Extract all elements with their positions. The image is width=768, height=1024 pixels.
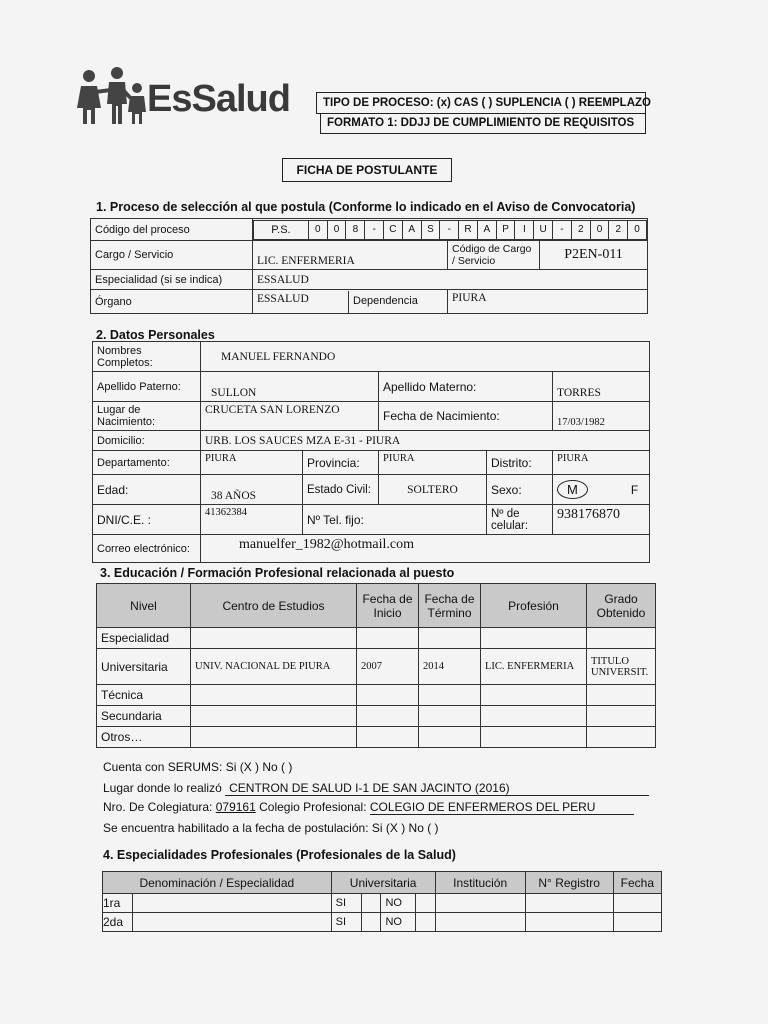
spec-header-fecha: Fecha [613,872,661,894]
logo-text: EsSalud [147,78,290,120]
codigo-char: - [440,220,459,239]
spec-header-institucion: Institución [435,872,525,894]
lugar-nac-value: CRUCETA SAN LORENZO [201,402,379,431]
habilitado-line: Se encuentra habilitado a la fecha de postulación: Si (X ) No ( ) [103,821,439,835]
edu-cell [191,706,357,727]
spec-si: SI [331,894,361,913]
edu-cell [191,727,357,748]
edu-cell [481,727,587,748]
spec-no-box [416,894,436,913]
lugar-label: Lugar donde lo realizó [103,781,222,795]
colegiatura-line [103,800,634,815]
edu-header-cell: Nivel [97,584,191,628]
ficha-title: FICHA DE POSTULANTE [282,158,452,182]
edu-cell: Otros… [97,727,191,748]
colegio-label: Colegio Profesional: [259,800,367,814]
nombres-label: Nombres Completos: [93,342,201,372]
spec-header-registro: N° Registro [525,872,613,894]
codigo-char: A [402,220,421,239]
edu-cell [587,685,656,706]
codigo-char: 0 [327,220,346,239]
codigo-label: Código del proceso [91,219,253,241]
spec-row [103,913,662,932]
spec-institucion-cell [435,913,525,932]
edu-cell [191,628,357,649]
edu-row [97,685,656,706]
spec-denominacion-cell [133,894,332,913]
spec-row-label: 2da [103,913,133,932]
colegio-value: COLEGIO DE ENFERMEROS DEL PERU [370,800,634,815]
sexo-label: Sexo: [487,475,553,505]
edad-value: 38 AÑOS [201,475,303,505]
edu-cell [419,727,481,748]
spec-fecha-cell [613,894,661,913]
edu-cell: Secundaria [97,706,191,727]
cargo-label: Cargo / Servicio [91,241,253,270]
especialidad-value: ESSALUD [253,270,648,290]
ap-materno-label: Apellido Materno: [379,372,553,402]
spec-si-box [361,894,381,913]
edu-cell: UNIV. NACIONAL DE PIURA [191,649,357,685]
organo-dependencia-cell [253,290,448,314]
estado-civil-label: Estado Civil: [303,475,379,505]
codigo-cargo-value: P2EN-011 [540,241,648,270]
essalud-logo [75,66,305,128]
edu-row [97,649,656,685]
spec-row-label: 1ra [103,894,133,913]
sexo-m-option: M [557,480,588,499]
fecha-nac-value: 17/03/1982 [553,402,650,431]
lugar-nac-label: Lugar de Nacimiento: [93,402,201,431]
codigo-char: R [459,220,478,239]
edu-cell [419,628,481,649]
section3-title: 3. Educación / Formación Profesional relacionada al puesto [100,566,455,580]
edu-cell [481,706,587,727]
family-figures-icon [75,66,147,128]
spec-si-box [361,913,381,932]
codigo-char-table [253,220,647,240]
edu-header-cell: Fecha de Término [419,584,481,628]
codigo-char: I [515,220,534,239]
spec-registro-cell [525,894,613,913]
codigo-char: S [421,220,440,239]
spec-institucion-cell [435,894,525,913]
section2-table [92,341,650,563]
edu-header-cell: Centro de Estudios [191,584,357,628]
edu-cell: Técnica [97,685,191,706]
correo-label: Correo electrónico: [93,535,201,563]
provincia-value: PIURA [379,451,487,475]
organo-label: Órgano [91,290,253,314]
dependencia-value: PIURA [448,290,648,314]
edu-cell [357,685,419,706]
lugar-line [103,781,649,796]
spec-header-denominacion: Denominación / Especialidad [103,872,332,894]
formato-box: FORMATO 1: DDJJ DE CUMPLIMIENTO DE REQUISITOS [320,113,646,134]
codigo-char: P.S. [254,220,309,239]
sexo-f-option: F [630,483,639,497]
codigo-char: 0 [628,220,647,239]
codigo-char: U [534,220,553,239]
edu-header-cell: Fecha de Inicio [357,584,419,628]
section4-title: 4. Especialidades Profesionales (Profesionales de la Salud) [103,848,456,862]
edad-label: Edad: [93,475,201,505]
codigo-char: - [553,220,572,239]
spec-header-universitaria: Universitaria [331,872,435,894]
sexo-cell [553,475,650,505]
codigo-char: 2 [609,220,628,239]
codigo-char: A [477,220,496,239]
edu-cell: 2007 [357,649,419,685]
serums-line: Cuenta con SERUMS: Si (X ) No ( ) [103,760,293,774]
colegiatura-label: Nro. De Colegiatura: [103,800,213,814]
codigo-char: 0 [590,220,609,239]
organo-value: ESSALUD [253,291,349,313]
ap-paterno-label: Apellido Paterno: [93,372,201,402]
domicilio-value: URB. LOS SAUCES MZA E-31 - PIURA [201,431,650,451]
spec-no: NO [381,894,416,913]
education-table [96,583,656,748]
especialidad-label: Especialidad (si se indica) [91,270,253,290]
edu-cell: Universitaria [97,649,191,685]
edu-cell [419,685,481,706]
codigo-char: 8 [346,220,365,239]
ap-materno-value: TORRES [553,372,650,402]
spec-no-box [416,913,436,932]
nombres-value: MANUEL FERNANDO [201,342,650,372]
distrito-value: PIURA [553,451,650,475]
codigo-char: - [365,220,384,239]
edu-cell [587,706,656,727]
edu-cell [191,685,357,706]
section1-table [90,218,648,314]
edu-cell [587,727,656,748]
spec-fecha-cell [613,913,661,932]
edu-row [97,628,656,649]
dni-label: DNI/C.E. : [93,505,201,535]
codigo-cargo-label: Código de Cargo / Servicio [448,241,540,270]
spec-row [103,894,662,913]
ap-paterno-value: SULLON [201,372,379,402]
codigo-char: 2 [571,220,590,239]
edu-cell [419,706,481,727]
tel-fijo-label: Nº Tel. fijo: [303,505,487,535]
celular-label: Nº de celular: [487,505,553,535]
edu-cell [587,628,656,649]
edu-cell: TITULO UNIVERSIT. [587,649,656,685]
spec-registro-cell [525,913,613,932]
tipo-proceso-box: TIPO DE PROCESO: (x) CAS ( ) SUPLENCIA ( ) REEMPLAZO [316,92,646,114]
section2-title: 2. Datos Personales [96,328,215,342]
edu-header-cell: Grado Obtenido [587,584,656,628]
correo-value: manuelfer_1982@hotmail.com [201,535,650,563]
edu-cell [357,727,419,748]
codigo-char: 0 [308,220,327,239]
edu-row [97,727,656,748]
edu-cell [481,628,587,649]
edu-cell [357,628,419,649]
estado-civil-value: SOLTERO [379,475,487,505]
edu-cell [481,685,587,706]
edu-row [97,706,656,727]
distrito-label: Distrito: [487,451,553,475]
edu-cell: Especialidad [97,628,191,649]
specialties-table [102,871,662,932]
spec-denominacion-cell [133,913,332,932]
edu-cell: 2014 [419,649,481,685]
departamento-label: Departamento: [93,451,201,475]
spec-si: SI [331,913,361,932]
section1-title: 1. Proceso de selección al que postula (Conforme lo indicado en el Aviso de Convocatoria) [96,200,636,214]
celular-value: 938176870 [553,505,650,535]
codigo-cells [253,219,648,241]
domicilio-label: Domicilio: [93,431,201,451]
edu-header-cell: Profesión [481,584,587,628]
dependencia-label: Dependencia [353,294,418,307]
edu-cell [357,706,419,727]
fecha-nac-label: Fecha de Nacimiento: [379,402,553,431]
codigo-char: P [496,220,515,239]
departamento-value: PIURA [201,451,303,475]
provincia-label: Provincia: [303,451,379,475]
dni-value: 41362384 [201,505,303,535]
colegiatura-value: 079161 [215,800,256,814]
spec-no: NO [381,913,416,932]
edu-cell: LIC. ENFERMERIA [481,649,587,685]
lugar-value: CENTRON DE SALUD I-1 DE SAN JACINTO (2016) [225,781,649,796]
codigo-char: C [384,220,403,239]
cargo-value: LIC. ENFERMERIA [253,241,448,270]
